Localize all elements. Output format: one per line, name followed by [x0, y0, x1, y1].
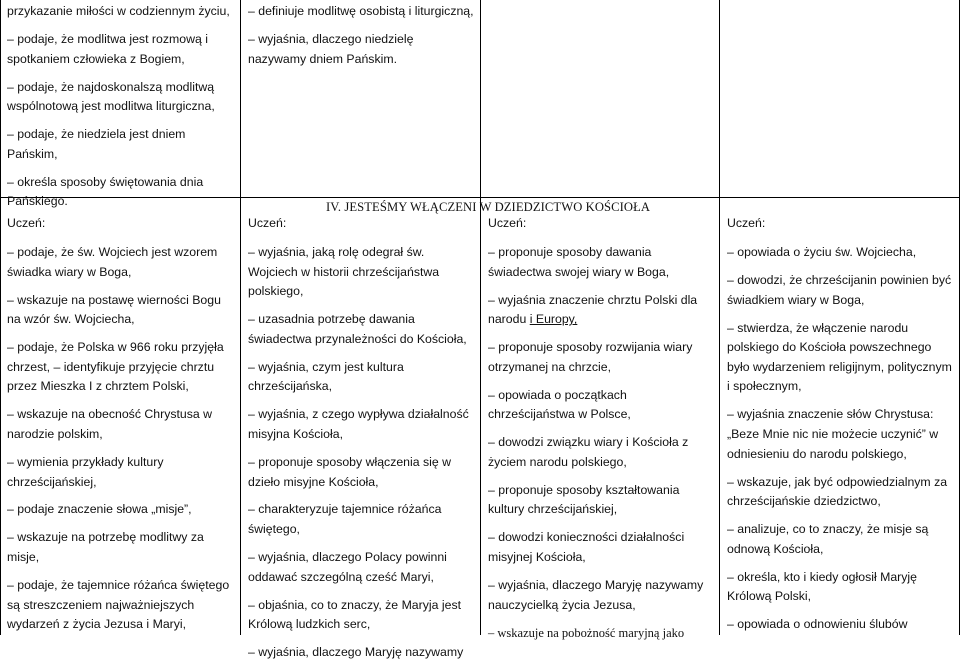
- column-header-2: Uczeń:: [248, 216, 287, 230]
- requirement-item: – opowiada o życiu św. Wojciecha,: [727, 245, 917, 259]
- top-col1-item: – podaje, że modlitwa jest rozmową i spotkaniem człowieka z Bogiem,: [7, 31, 208, 66]
- requirement-item: – charakteryzuje tajemnice różańca świętego,: [248, 502, 442, 537]
- requirement-item: – wskazuje na potrzebę modlitwy za misje,: [7, 530, 204, 565]
- top-col1-item: – podaje, że najdoskonalszą modlitwą wspólnotową jest modlitwa liturgiczna,: [7, 79, 215, 114]
- section-title: IV. JESTEŚMY WŁĄCZENI W DZIEDZICTWO KOŚCIOŁA: [326, 200, 651, 214]
- requirement-item: – opowiada o odnowieniu ślubów: [727, 617, 908, 632]
- requirement-item: – wskazuje na postawę wierności Bogu na wzór św. Wojciecha,: [7, 292, 221, 327]
- requirement-item: – wyjaśnia, z czego wypływa działalność misyjna Kościoła,: [248, 407, 469, 441]
- requirement-item: – uzasadnia potrzebę dawania świadectwa przynależności do Kościoła,: [248, 312, 467, 346]
- requirement-item: – podaje, że Polska w 966 roku przyjęła chrzest, – identyfikuje przyjęcie chrztu przez Mieszka I z chrztem Polski,: [7, 340, 224, 394]
- requirement-item: – podaje, że tajemnice różańca świętego są streszczeniem najważniejszych wydarzeń z życia Jezusa i Maryi,: [7, 578, 230, 632]
- requirement-item: – określa, kto i kiedy ogłosił Maryję Królową Polski,: [727, 569, 917, 604]
- top-col2-item: – definiuje modlitwę osobistą i liturgiczną,: [248, 4, 474, 18]
- column-header-4: Uczeń:: [727, 216, 766, 230]
- top-col1: [7, 2, 233, 220]
- requirement-item: – podaje, że św. Wojciech jest wzorem świadka wiary w Boga,: [7, 245, 218, 279]
- requirement-item: – dowodzi konieczności działalności misyjnej Kościoła,: [488, 530, 685, 565]
- requirement-item: – opowiada o początkach chrześcijaństwa w Polsce,: [488, 387, 631, 422]
- requirements-col4: [727, 243, 953, 643]
- requirement-item: – wyjaśnia znaczenie słów Chrystusa: „Beze Mnie nic nie możecie uczynić” w odniesieniu do narodu polskiego,: [727, 407, 939, 461]
- requirement-item: [488, 291, 714, 330]
- requirement-item: – wskazuje, jak być odpowiedzialnym za chrześcijańskie dziedzictwo,: [727, 474, 948, 509]
- requirement-item: – wskazuje na pobożność maryjną jako: [488, 625, 685, 640]
- requirement-item: – wyjaśnia, dlaczego Maryję nazywamy nauczycielką życia Jezusa,: [488, 578, 704, 612]
- column-header-3: Uczeń:: [488, 216, 527, 230]
- requirement-item: – proponuje sposoby rozwijania wiary otrzymanej na chrzcie,: [488, 340, 693, 374]
- requirement-item: – wyjaśnia, dlaczego Polacy powinni oddawać szczególną cześć Maryi,: [248, 550, 447, 584]
- requirement-item: – objaśnia, co to znaczy, że Maryja jest Królową ludzkich serc,: [248, 597, 462, 632]
- requirement-item: – proponuje sposoby dawania świadectwa swojej wiary w Boga,: [488, 245, 670, 279]
- top-col2-item: – wyjaśnia, dlaczego niedzielę nazywamy dniem Pańskim.: [248, 31, 414, 66]
- requirements-col3: [488, 243, 714, 652]
- requirement-item: – wyjaśnia, jaką rolę odegrał św. Wojciech w historii chrześcijaństwa polskiego,: [248, 245, 440, 299]
- column-header-1: Uczeń:: [7, 216, 46, 230]
- requirement-text: – wyjaśnia znaczenie chrztu Polski dla narodu: [488, 292, 698, 327]
- requirement-item: – analizuje, co to znaczy, że misje są odnową Kościoła,: [727, 522, 929, 556]
- grid-line-col3: [480, 0, 481, 635]
- top-col1-item: przykazanie miłości w codziennym życiu,: [7, 4, 230, 18]
- top-col2: [248, 2, 474, 78]
- requirement-item: – dowodzi, że chrześcijanin powinien być świadkiem wiary w Boga,: [727, 272, 952, 307]
- requirement-item: – stwierdza, że włączenie narodu polskiego do Kościoła powszechnego było wydarzeniem religijnym, politycznym i społecznym,: [727, 320, 952, 394]
- requirement-item: – podaje znaczenie słowa „misje”,: [7, 502, 192, 517]
- requirements-col2: [248, 243, 476, 671]
- requirement-item: – dowodzi związku wiary i Kościoła z życiem narodu polskiego,: [488, 435, 689, 469]
- requirement-item: – proponuje sposoby włączenia się w dzieło misyjne Kościoła,: [248, 454, 452, 489]
- requirement-item: – proponuje sposoby kształtowania kultury chrześcijańskiej,: [488, 482, 680, 517]
- requirement-item: – wymienia przykłady kultury chrześcijańskiej,: [7, 454, 164, 489]
- requirement-item: – wyjaśnia, czym jest kultura chrześcijańska,: [248, 359, 404, 394]
- grid-line-left: [0, 0, 1, 635]
- top-col1-item: – określa sposoby świętowania dnia Pańskiego.: [7, 174, 204, 209]
- grid-line-col4: [719, 0, 720, 635]
- requirement-item: – wskazuje na obecność Chrystusa w narodzie polskim,: [7, 407, 213, 441]
- top-col1-item: – podaje, że niedziela jest dniem Pańskim,: [7, 127, 186, 161]
- europe-link-text: i Europy,: [529, 312, 578, 327]
- requirements-col1: [7, 243, 235, 643]
- requirement-item: – wyjaśnia, dlaczego Maryję nazywamy: [248, 645, 464, 660]
- grid-line-col2: [240, 0, 241, 635]
